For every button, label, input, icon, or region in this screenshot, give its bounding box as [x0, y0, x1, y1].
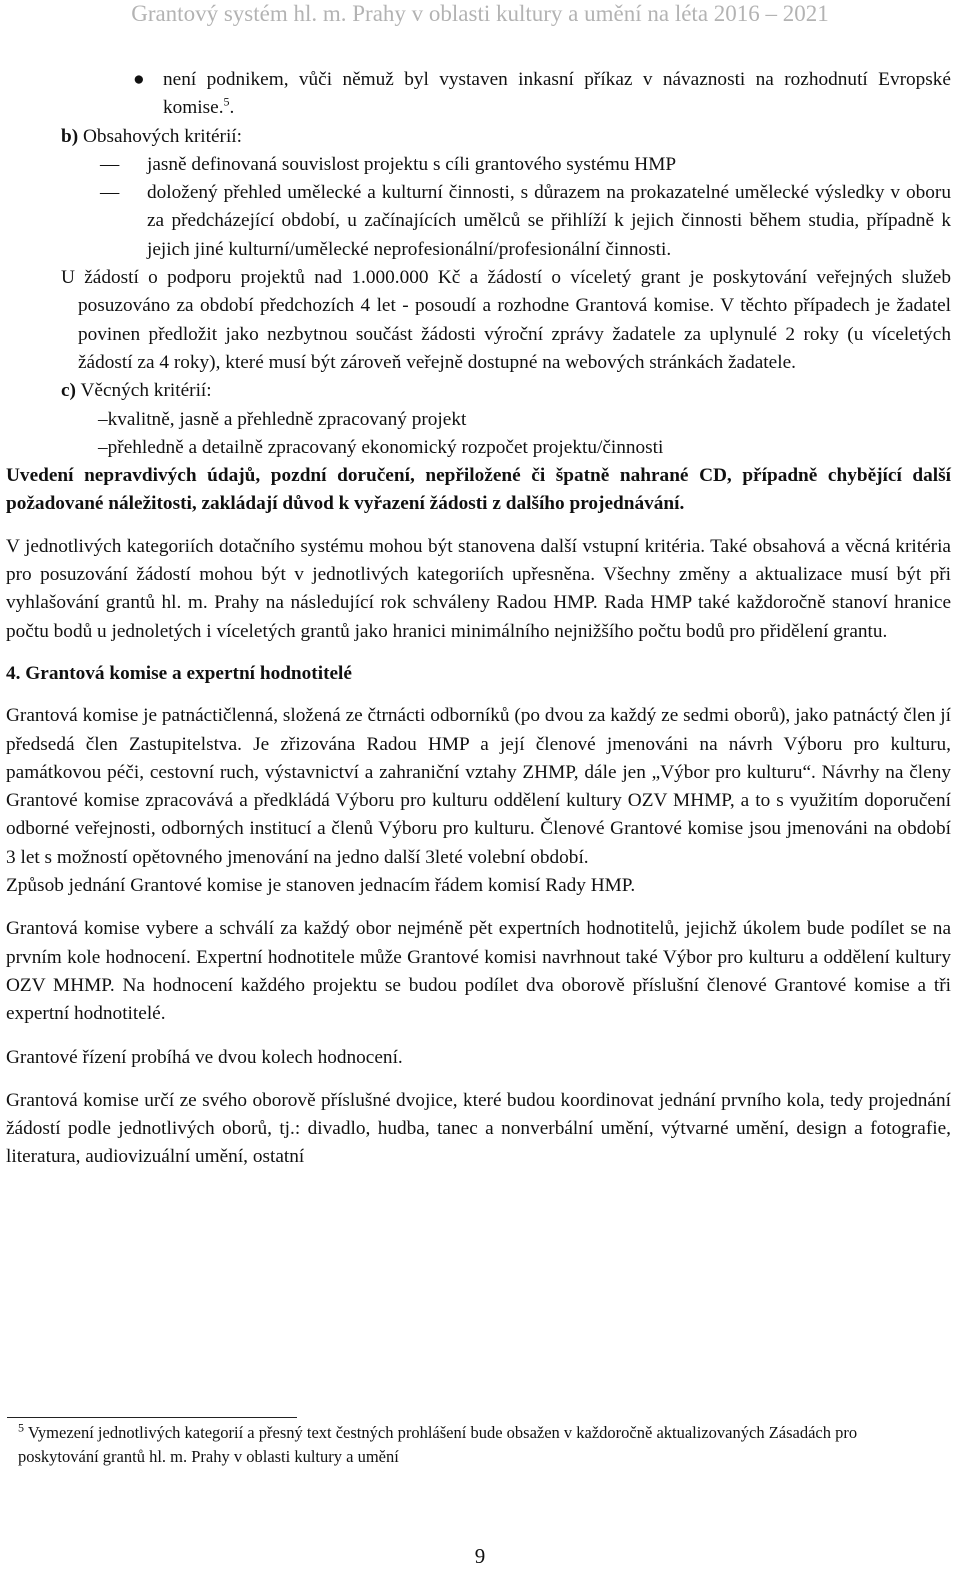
bullet-dot-icon: ● [133, 69, 145, 90]
criteria-item-text: jasně definovaná souvislost projektu s cíli grantového systému HMP [147, 153, 677, 175]
footnote-divider [7, 1417, 297, 1418]
exclusion-warning: Uvedení nepravdivých údajů, pozdní doručení, nepřiložené či špatně nahrané CD, případně chybějící další požadované náležitosti, zakládají důvod k vyřazení žádosti z dalšího projednávání. [6, 465, 951, 515]
criteria-item-text: kvalitně, jasně a přehledně zpracovaný projekt [107, 408, 467, 430]
committee-paragraph: Grantová komise je patnáctičlenná, složená ze čtrnácti odborníků (po dvou za každý ze sedmi oborů), jako patnáctý člen jí předsedá člen Zastupitelstva. Je zřizována Radou HMP a její členové jmenováni na návrh Výboru pro kulturu, památkovou péči, cestovní ruch, výstavnictví a zahraniční vztahy ZHMP, dále jen „Výbor pro kulturu“. Návrhy na členy Grantové komise zpracovává a předkládá Výboru pro kulturu oddělení kultury OZV MHMP, a to s využitím doporučení odborné veřejnosti, odborných institucí a členů Výboru pro kulturu. Členové Grantové komise jsou jmenováni na období 3 let s možností opětovného jmenování na jedno další 3leté volební období. [6, 705, 951, 868]
section-b-heading [6, 123, 951, 151]
footnote-ref[interactable]: 5 [223, 94, 230, 109]
section-b-title: Obsahových kritérií: [82, 125, 243, 147]
rules-paragraph: Způsob jednání Grantové komise je stanoven jednacím řádem komisí Rady HMP. [6, 875, 636, 897]
dash-icon: – [98, 436, 108, 458]
criteria-item-text: přehledně a detailně zpracovaný ekonomický rozpočet projektu/činnosti [107, 436, 664, 458]
bullet-text: není podnikem, vůči němuž byl vystaven inkasní příkaz v návaznosti na rozhodnutí Evropské komise. [163, 69, 951, 119]
page-number: 9 [474, 1544, 486, 1568]
large-grant-note: U žádostí o podporu projektů nad 1.000.000 Kč a žádostí o víceletý grant je poskytování veřejných služeb posuzováno za období předchozích 4 let - posoudí a rozhodne Grantová komise. V těchto případech je žadatel povinen předložit jako nezbytnou součást žádosti výroční zprávy žadatele za uplynulé 2 roky (u víceletých žádostí za 4 roky), které musí být zároveň veřejně dostupné na webových stránkách žadatele. [61, 267, 951, 373]
section-4-heading: 4. Grantová komise a expertní hodnotitelé [6, 662, 352, 684]
categories-paragraph: V jednotlivých kategoriích dotačního systému mohou být stanovena další vstupní kritéria. Také obsahová a věcná kritéria pro posuzování žádostí mohou být v jednotlivých kategoriích upřesněna. Všechny změny a aktualizace musí být při vyhlašování grantů hl. m. Prahy na následující rok schváleny Radou HMP. Rada HMP také každoročně stanoví hranice počtu bodů u jednoletých i víceletých grantů jako hranici minimálního nejnižšího počtu bodů pro přidělení grantu. [6, 535, 951, 642]
criteria-item [6, 151, 951, 179]
dash-icon: – [98, 408, 108, 430]
criteria-item [6, 434, 951, 462]
criteria-item-text: doložený přehled umělecké a kulturní činnosti, s důrazem na prokazatelné umělecké výsledky v oboru za předcházející období, u začínajících umělců se přihlíží k jejich činnosti během studia, případně k jejich jiné kulturní/umělecké neprofesionální/profesionální činnosti. [147, 182, 951, 260]
section-b-letter: b) [61, 125, 79, 147]
criteria-item [6, 179, 951, 264]
dash-icon: — [100, 182, 120, 204]
rounds-paragraph: Grantové řízení probíhá ve dvou kolech hodnocení. [6, 1046, 403, 1068]
footnote [18, 1421, 938, 1469]
dash-icon: — [100, 153, 120, 175]
page-body [6, 66, 951, 1172]
section-c-letter: c) [61, 380, 76, 402]
section-c-heading [6, 377, 951, 405]
footnote-text: Vymezení jednotlivých kategorií a přesný text čestných prohlášení bude obsažen v každoročně aktualizovaných Zásadách pro poskytování grantů hl. m. Prahy v oblasti kultury a umění [18, 1423, 858, 1466]
criteria-item [6, 406, 951, 434]
bullet-item: ● není podnikem, vůči němuž byl vystaven inkasní příkaz v návaznosti na rozhodnutí Evropské komise.$^5$. [6, 66, 951, 123]
section-c-title: Věcných kritérií: [80, 380, 212, 402]
running-header: Grantový systém hl. m. Prahy v oblasti kultury a umění na léta 2016 – 2021 [131, 1, 829, 26]
experts-paragraph: Grantová komise vybere a schválí za každý obor nejméně pět expertních hodnotitelů, jejichž úkolem bude podílet se na prvním kole hodnocení. Expertní hodnotitele může Grantové komisi navrhnout také Výbor pro kulturu a oddělení kultury OZV MHMP. Na hodnocení každého projektu se budou podílet dva oborově příslušní členové Grantové komise a tři expertní hodnotitelé. [6, 918, 951, 1025]
first-round-paragraph: Grantová komise určí ze svého oborově příslušné dvojice, které budou koordinovat jednání prvního kola, tedy projednání žádostí podle jednotlivých oborů, tj.: divadlo, hudba, tanec a nonverbální umění, výtvarné umění, design a fotografie, literatura, audiovizuální umění, ostatní [6, 1089, 951, 1168]
footnote-number: 5 [18, 1420, 24, 1435]
